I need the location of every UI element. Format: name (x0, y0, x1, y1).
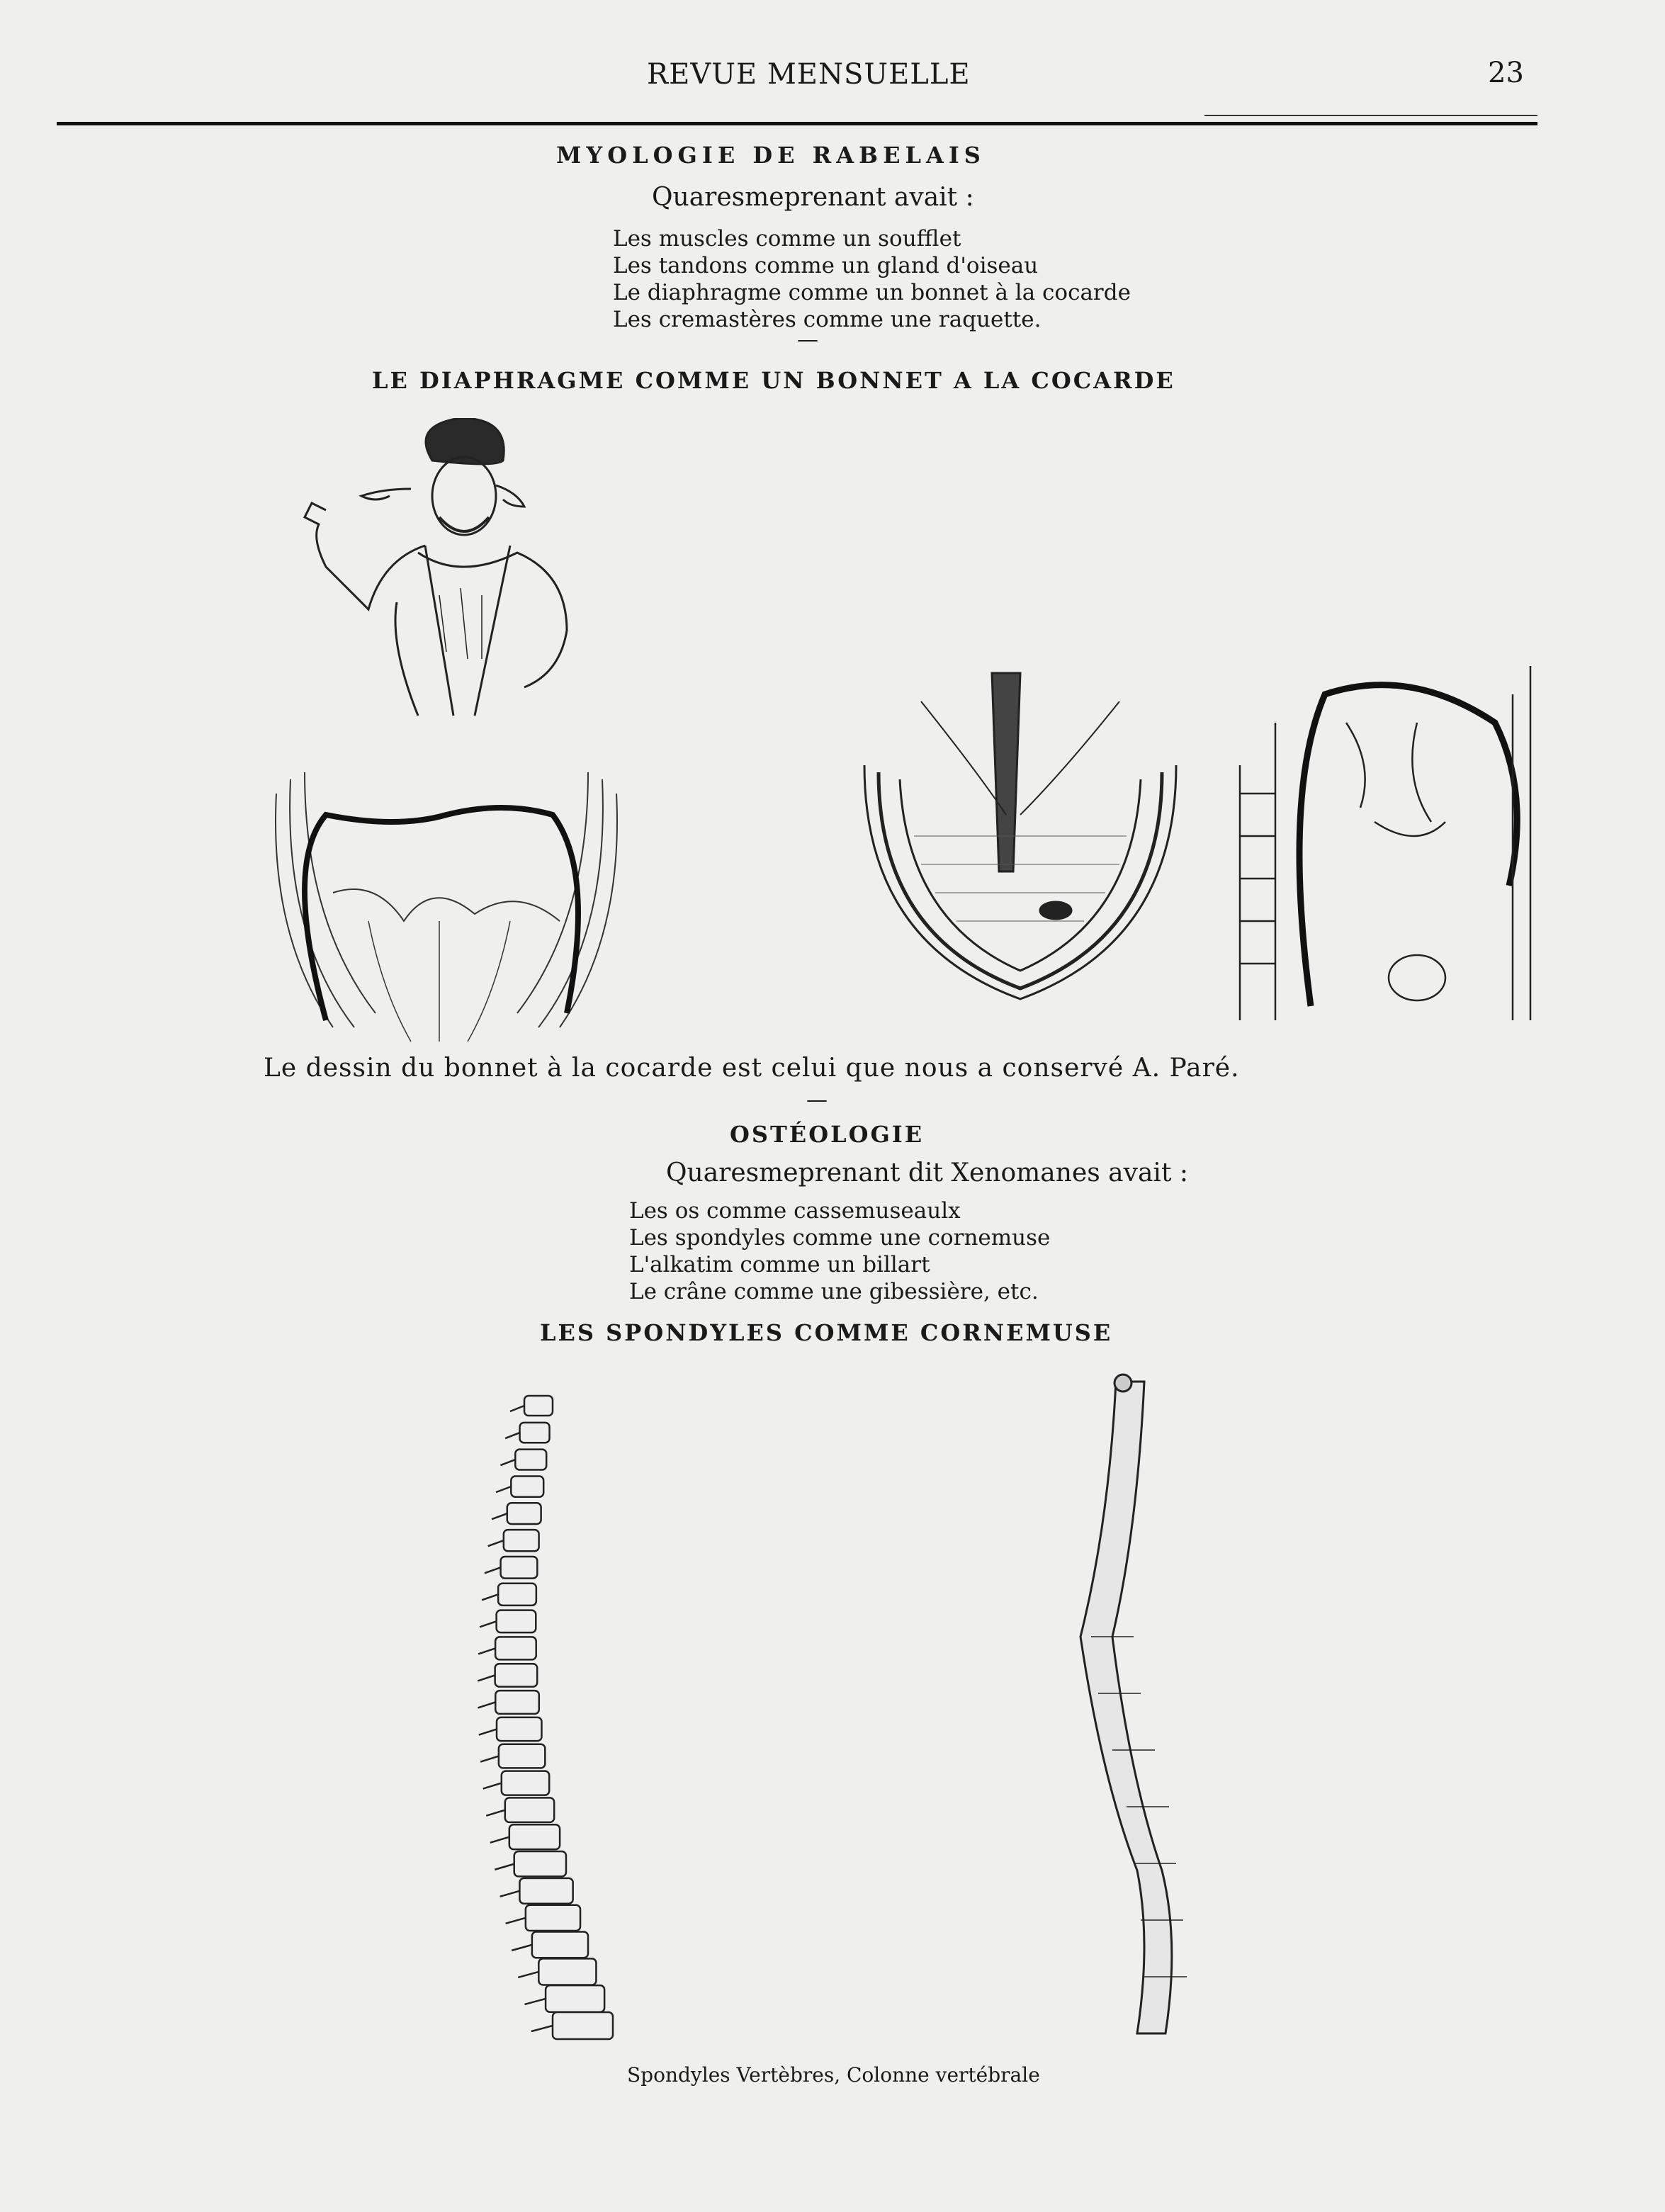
spondyles-caption: Spondyles Vertèbres, Colonne vertébrale (627, 2063, 1040, 2087)
spinous-process (488, 1540, 504, 1546)
spinous-process (505, 1433, 519, 1438)
vertebra (511, 1476, 543, 1496)
vertebra (520, 1423, 550, 1443)
vertebra (497, 1717, 541, 1741)
spinous-process (525, 1999, 546, 2004)
myologie-intro: Quaresmeprenant avait : (652, 183, 974, 212)
vertebra (526, 1905, 580, 1931)
vertebra (504, 1530, 539, 1551)
running-head: REVUE MENSUELLE (647, 58, 971, 91)
spinous-process (531, 2026, 553, 2031)
vertebra (514, 1851, 566, 1876)
vertebra (524, 1396, 553, 1416)
vertebra (499, 1744, 545, 1768)
vertebra (553, 2012, 613, 2039)
header-rule-thin (1204, 115, 1537, 116)
spinous-process (512, 1945, 532, 1951)
myologie-title: MYOLOGIE DE RABELAIS (556, 142, 986, 169)
spinous-process (483, 1783, 502, 1789)
vertebra (515, 1450, 546, 1470)
diaphragm-underside-illustration (850, 659, 1190, 1013)
spinous-process (486, 1810, 505, 1816)
vertebra (495, 1664, 538, 1686)
diaphragme-caption: Le dessin du bonnet à la cocarde est celui que nous a conservé A. Paré. (264, 1054, 1240, 1083)
rib-cage-diaphragm-illustration (262, 751, 631, 1049)
spondyles-title: LES SPONDYLES COMME CORNEMUSE (540, 1319, 1113, 1346)
vertebra (546, 1985, 604, 2012)
spinous-process (518, 1972, 538, 1977)
vertebra (507, 1503, 541, 1524)
vertebra (501, 1557, 538, 1579)
verse-line: Les cremastères comme une raquette. (613, 307, 1042, 332)
header-rule (57, 122, 1537, 125)
verse-line: Les muscles comme un soufflet (613, 226, 961, 252)
osteologie-intro: Quaresmeprenant dit Xenomanes avait : (666, 1158, 1188, 1187)
verse-line: Les tandons comme un gland d'oiseau (613, 253, 1039, 278)
spinous-process (480, 1756, 499, 1762)
verse-line: Le crâne comme une gibessière, etc. (629, 1279, 1039, 1304)
spinous-process (496, 1486, 511, 1492)
diaphragme-title: LE DIAPHRAGME COMME UN BONNET A LA COCARDE (372, 367, 1175, 394)
verse-line: L'alkatim comme un billart (629, 1252, 930, 1277)
spinous-process (492, 1513, 507, 1519)
spinous-process (478, 1675, 495, 1681)
vertebra (498, 1584, 536, 1606)
verse-line: Le diaphragme comme un bonnet à la cocarde (613, 280, 1131, 305)
spinous-process (478, 1648, 495, 1654)
vertebra (497, 1610, 536, 1632)
spinous-process (478, 1702, 495, 1708)
section-dash: — (806, 1088, 828, 1112)
spinous-process (506, 1918, 526, 1924)
spinous-process (500, 1460, 515, 1465)
spinous-process (490, 1837, 509, 1843)
vertebra (505, 1798, 554, 1822)
sagittal-section-illustration (1233, 652, 1552, 1027)
spinous-process (500, 1891, 520, 1897)
section-dash: — (797, 327, 818, 352)
vertebra (532, 1932, 588, 1958)
spinous-process (485, 1567, 501, 1573)
spinous-process (482, 1594, 498, 1600)
verse-line: Les os comme cassemuseaulx (629, 1198, 961, 1224)
spinous-process (479, 1729, 497, 1735)
spinous-process (510, 1406, 524, 1411)
osteologie-title: OSTÉOLOGIE (730, 1121, 925, 1148)
vertebra (509, 1824, 560, 1849)
page-number: 23 (1488, 57, 1524, 89)
myologie-verse (613, 225, 1131, 333)
vertebra (538, 1958, 596, 1985)
vertebra (495, 1691, 539, 1714)
man-with-bonnet-illustration (227, 418, 638, 730)
vertebra (519, 1878, 572, 1904)
vertebra (495, 1637, 536, 1659)
spinous-process (495, 1864, 514, 1870)
osteologie-verse (629, 1197, 1050, 1305)
bagpipe-chanter-illustration (1049, 1367, 1233, 2048)
verse-line: Les spondyles comme une cornemuse (629, 1225, 1051, 1251)
spinal-column-illustration (446, 1382, 659, 2055)
vertebra (502, 1771, 549, 1795)
spinous-process (480, 1621, 496, 1627)
